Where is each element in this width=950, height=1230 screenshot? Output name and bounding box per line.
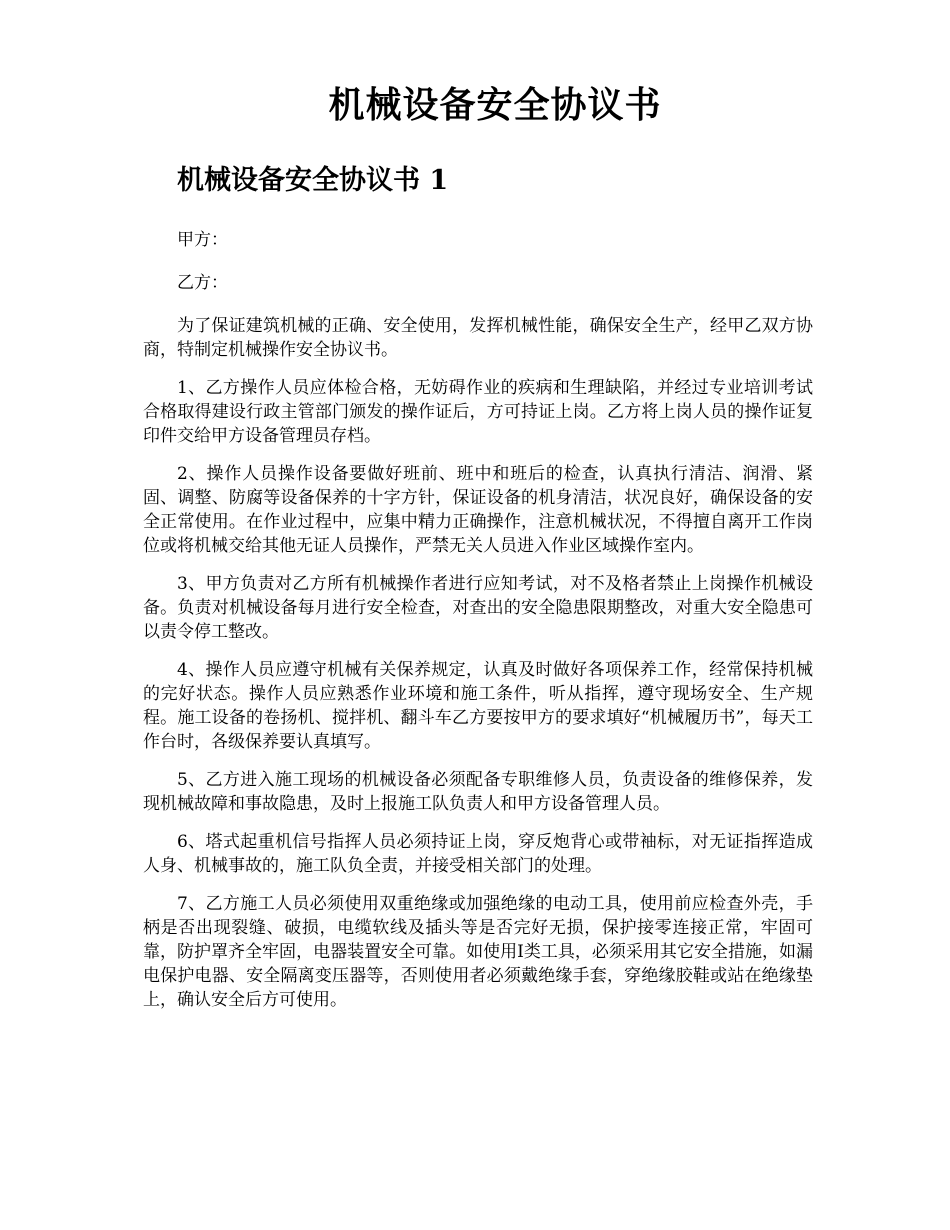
paragraph-clause-2: 2、操作人员操作设备要做好班前、班中和班后的检查，认真执行清洁、润滑、紧固、调整、防腐等设备保养的十字方针，保证设备的机身清洁，状况良好，确保设备的安全正常使用。在作业过程中，应集中精力正确操作，注意机械状况，不得擅自离开工作岗位或将机械交给其他无证人员操作，严禁无关人员进入作业区域操作室内。 [143, 464, 813, 556]
document-body [143, 228, 813, 1026]
paragraph-clause-4: 4、操作人员应遵守机械有关保养规定，认真及时做好各项保养工作，经常保持机械的完好状态。操作人员应熟悉作业环境和施工条件，听从指挥，遵守现场安全、生产规程。施工设备的卷扬机、搅拌机、翻斗车乙方要按甲方的要求填好“机械履历书”，每天工作台时，各级保养要认真填写。 [143, 660, 813, 752]
party-b-label: 乙方： [177, 273, 228, 293]
section-title: 机械设备安全协议书 1 [177, 165, 449, 196]
paragraph-intro: 为了保证建筑机械的正确、安全使用，发挥机械性能，确保安全生产，经甲乙双方协商，特制定机械操作安全协议书。 [143, 316, 813, 360]
paragraph-clause-3: 3、甲方负责对乙方所有机械操作者进行应知考试，对不及格者禁止上岗操作机械设备。负责对机械设备每月进行安全检查，对查出的安全隐患限期整改，对重大安全隐患可以责令停工整改。 [143, 574, 813, 642]
document-title: 机械设备安全协议书 [328, 84, 662, 126]
paragraph-clause-6: 6、塔式起重机信号指挥人员必须持证上岗，穿反炮背心或带袖标，对无证指挥造成人身、机械事故的，施工队负全责，并接受相关部门的处理。 [143, 832, 813, 876]
party-a-label: 甲方： [177, 230, 228, 250]
paragraph-clause-7: 7、乙方施工人员必须使用双重绝缘或加强绝缘的电动工具，使用前应检查外壳，手柄是否出现裂缝、破损，电缆软线及插头等是否完好无损，保护接零连接正常，牢固可靠，防护罩齐全牢固，电器装置安全可靠。如使用Ⅰ类工具，必须采用其它安全措施，如漏电保护电器、安全隔离变压器等，否则使用者必须戴绝缘手套，穿绝缘胶鞋或站在绝缘垫上，确认安全后方可使用。 [143, 894, 813, 1010]
paragraph-clause-1: 1、乙方操作人员应体检合格，无妨碍作业的疾病和生理缺陷，并经过专业培训考试合格取得建设行政主管部门颁发的操作证后，方可持证上岗。乙方将上岗人员的操作证复印件交给甲方设备管理员存档。 [143, 378, 813, 446]
paragraph-clause-5: 5、乙方进入施工现场的机械设备必须配备专职维修人员，负责设备的维修保养，发现机械故障和事故隐患，及时上报施工队负责人和甲方设备管理人员。 [143, 770, 813, 814]
